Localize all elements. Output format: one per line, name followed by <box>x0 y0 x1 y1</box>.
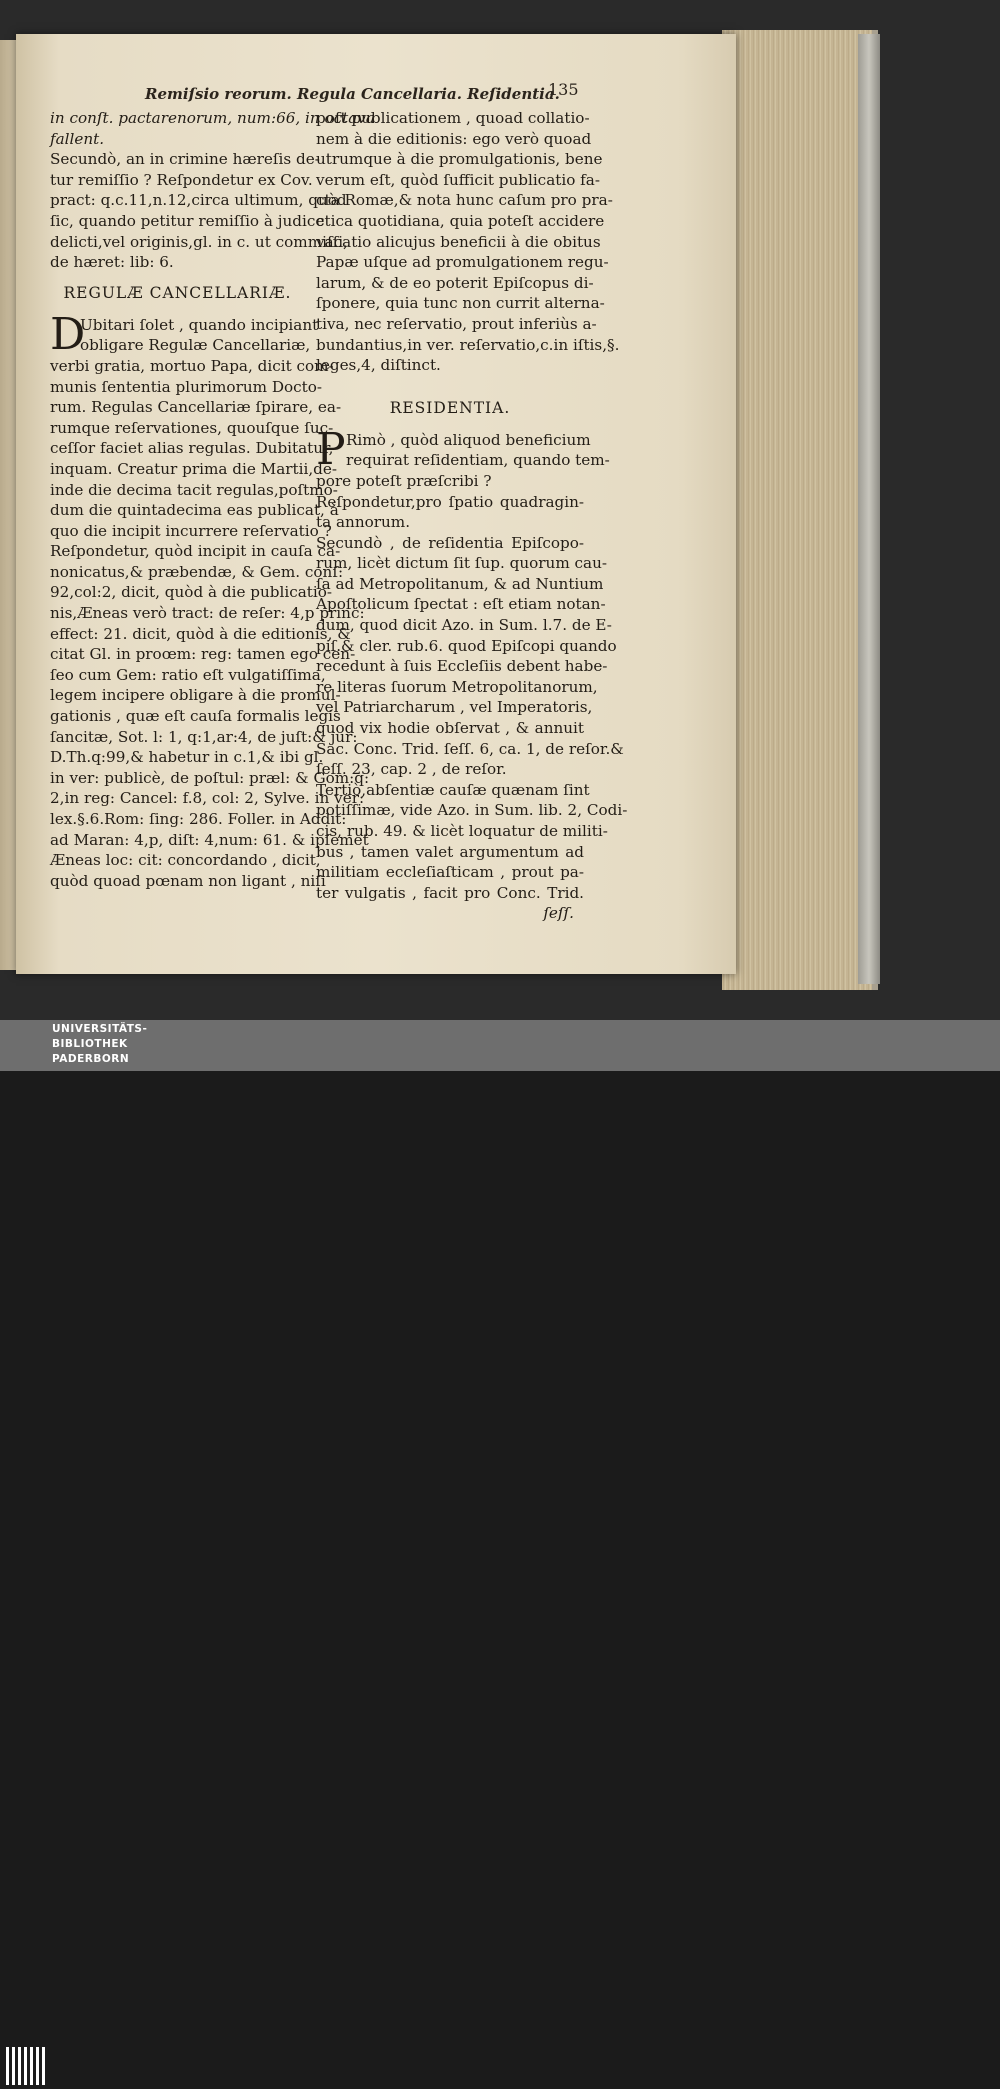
text-line: 2,in reg: Cancel: f.8, col: 2, Sylve. in ver: <box>50 789 365 808</box>
dropcap-d: D <box>50 308 86 360</box>
text-line: citat Gl. in proœm: reg: tamen ego cen- <box>50 645 356 664</box>
text-line: Reſpondetur,pro ſpatio quadragin- <box>316 492 584 511</box>
text-line: pract: q.c.11,n.12,circa ultimum, quòd <box>50 191 347 210</box>
text-line: dum, quod dicit Azo. in Sum. l.7. de E- <box>316 616 612 635</box>
text-line: inquam. Creatur prima die Martii,de- <box>50 459 338 478</box>
text-line: verum eſt, quòd ſufficit publicatio fa- <box>316 170 600 189</box>
text-line: de hæret: lib: 6. <box>50 253 174 272</box>
text-line: verbi gratia, mortuo Papa, dicit com- <box>50 356 334 375</box>
text-line: utrumque à die promulgationis, bene <box>316 150 603 169</box>
text-line: tur remiſſio ? Reſpondetur ex Cov. <box>50 170 313 189</box>
text-line: ad Maran: 4,p, diſt: 4,num: 61. & ipſemet <box>50 830 369 849</box>
catchword: ſeſſ. <box>543 904 574 923</box>
right-para-1 <box>316 108 620 376</box>
text-line: Reſpondetur, quòd incipit in cauſa ca- <box>50 542 341 561</box>
right-dropcap-block <box>316 423 610 475</box>
text-line: ſeo cum Gem: ratio eſt vulgatiſſima, <box>50 665 326 684</box>
text-line: vacatio alicujus beneficii à die obitus <box>316 232 601 251</box>
text-line: bundantius,in ver. reſervatio,c.in iſtis,§. <box>316 335 620 354</box>
text-line: recedunt à ſuis Eccleſiis debent habe- <box>316 657 608 676</box>
text-line: vel Patriarcharum , vel Imperatoris, <box>316 698 593 717</box>
text-line: rumque reſervationes, quouſque ſuc- <box>50 418 334 437</box>
text-line: rum. Regulas Cancellariæ ſpirare, ea- <box>50 398 342 417</box>
text-line: rum, licèt dictum ſit ſup. quorum cau- <box>316 554 608 573</box>
text-line: munis ſententia plurimorum Docto- <box>50 377 323 396</box>
text-line: Secundò, an in crimine hæreſis de- <box>50 150 320 169</box>
text-line: ceſſor faciet alias regulas. Dubitatur, <box>50 439 334 458</box>
text-line: lex.§.6.Rom: ſing: 286. Foller. in Addit: <box>50 810 347 828</box>
book-fore-edge <box>722 30 878 990</box>
text-line: in ver: publicè, de poſtul: præl: & Gom:q: <box>50 768 370 787</box>
text-line: fallent. <box>50 129 105 148</box>
text-line: ter vulgatis , facit pro Conc. Trid. <box>316 883 584 902</box>
text-line: Apoſtolicum ſpectat : eſt etiam notan- <box>316 595 606 614</box>
text-line: potiſſimæ, vide Azo. in Sum. lib. 2, Codi- <box>316 801 628 820</box>
text-line: Æneas loc: cit: concordando , dicit, <box>50 851 321 870</box>
dropcap-p: P <box>316 423 346 475</box>
text-line: dum die quintadecima eas publicat, à <box>50 501 339 520</box>
text-line: Ubitari ſolet , quando incipiant <box>80 315 319 334</box>
text-line: nis,Æneas verò tract: de reſer: 4,p princ: <box>50 604 365 623</box>
page-number: 135 <box>548 80 579 99</box>
left-para-3-cap <box>50 308 319 360</box>
text-line: delicti,vel originis,gl. in c. ut commiſſi, <box>50 232 348 251</box>
running-head: Remiſsio reorum. Regula Cancellaria. Reſidentia. <box>145 85 560 103</box>
text-line: inde die decima tacit regulas,poſtmo- <box>50 480 338 499</box>
text-line: Secundò , de reſidentia Epiſcopo- <box>316 533 584 552</box>
text-line: larum, & de eo poterit Epiſcopus di- <box>316 273 594 292</box>
text-line: re literas ſuorum Metropolitanorum, <box>316 677 598 696</box>
right-para-2-cap <box>316 423 610 475</box>
right-para-4 <box>316 533 624 780</box>
text-line: ſancitæ, Sot. l: 1, q:1,ar:4, de juſt:& jur: <box>50 727 358 746</box>
text-line: Sac. Conc. Trid. ſeſſ. 6, ca. 1, de reſor.& <box>316 739 624 758</box>
text-line: gationis , quæ eſt cauſa formalis legis <box>50 707 341 726</box>
book-cover-edge <box>858 34 880 984</box>
text-line: in conſt. pactarenorum, num:66, in octava <box>50 109 375 127</box>
text-line: requirat reſidentiam, quando tem- <box>346 451 610 470</box>
footer-line-1: UNIVERSITÄTS- <box>52 1023 148 1035</box>
text-line: ctica quotidiana, quia poteſt accidere <box>316 211 605 230</box>
footer-line-3: PADERBORN <box>52 1053 130 1065</box>
text-line: piſ.& cler. rub.6. quod Epiſcopi quando <box>316 636 617 655</box>
text-line: Papæ uſque ad promulgationem regu- <box>316 253 609 272</box>
left-dropcap-block <box>50 308 319 360</box>
text-line: ſa ad Metropolitanum, & ad Nuntium <box>316 574 604 593</box>
heading-residentia: RESIDENTIA. <box>389 398 511 417</box>
text-line: legem incipere obligare à die promul- <box>50 686 341 705</box>
text-line: 92,col:2, dicit, quòd à die publicatio- <box>50 583 333 602</box>
text-line: nem à die editionis: ego verò quoad <box>316 129 592 148</box>
text-line: effect: 21. dicit, quòd à die editionis, & <box>50 624 351 643</box>
right-para-3 <box>316 492 584 533</box>
library-logo-icon <box>4 2043 48 2089</box>
text-line: militiam eccleſiaſticam , prout pa- <box>316 863 584 882</box>
text-line: quo die incipit incurrere reſervatio ? <box>50 521 332 540</box>
text-line: obligare Regulæ Cancellariæ, <box>80 336 311 355</box>
text-line: Rimò , quòd aliquod beneficium <box>346 430 591 449</box>
text-line: tiva, nec reſervatio, prout inferiùs a- <box>316 314 597 333</box>
text-line: quòd quoad pœnam non ligant , niſi <box>50 871 326 890</box>
right-para-2 <box>316 471 584 492</box>
footer-line-2: BIBLIOTHEK <box>52 1038 128 1050</box>
text-line: ta annorum. <box>316 513 411 532</box>
text-line: ſponere, quia tunc non currit alterna- <box>316 294 605 313</box>
text-line: nonicatus,& præbendæ, & Gem. conſ: <box>50 562 344 581</box>
right-para-5 <box>316 780 628 904</box>
text-line: cis, rub. 49. & licèt loquatur de militi- <box>316 822 608 840</box>
library-footer-bar <box>0 1020 1000 1071</box>
text-line: poſt publicationem , quoad collatio- <box>316 109 590 127</box>
right-column <box>316 108 628 923</box>
text-line: D.Th.q:99,& habetur in c.1,& ibi gl. <box>50 748 324 767</box>
text-line: pore poteſt præſcribi ? <box>316 471 492 490</box>
heading-regulae: REGULÆ CANCELLARIÆ. <box>63 283 292 302</box>
text-line: quod vix hodie obſervat , & annuit <box>316 719 584 738</box>
text-line: leges,4, diſtinct. <box>316 356 441 375</box>
text-line: cta Romæ,& nota hunc caſum pro pra- <box>316 191 613 210</box>
left-para-1 <box>50 108 375 149</box>
text-line: ſeſſ. 23, cap. 2 , de reſor. <box>316 760 507 779</box>
text-line: ſic, quando petitur remiſſio à judice <box>50 211 325 230</box>
text-line: Tertiò,abſentiæ cauſæ quænam ſint <box>316 780 590 799</box>
scan-background <box>0 0 1000 1020</box>
left-para-2 <box>50 149 348 273</box>
text-line: bus , tamen valet argumentum ad <box>316 842 584 861</box>
